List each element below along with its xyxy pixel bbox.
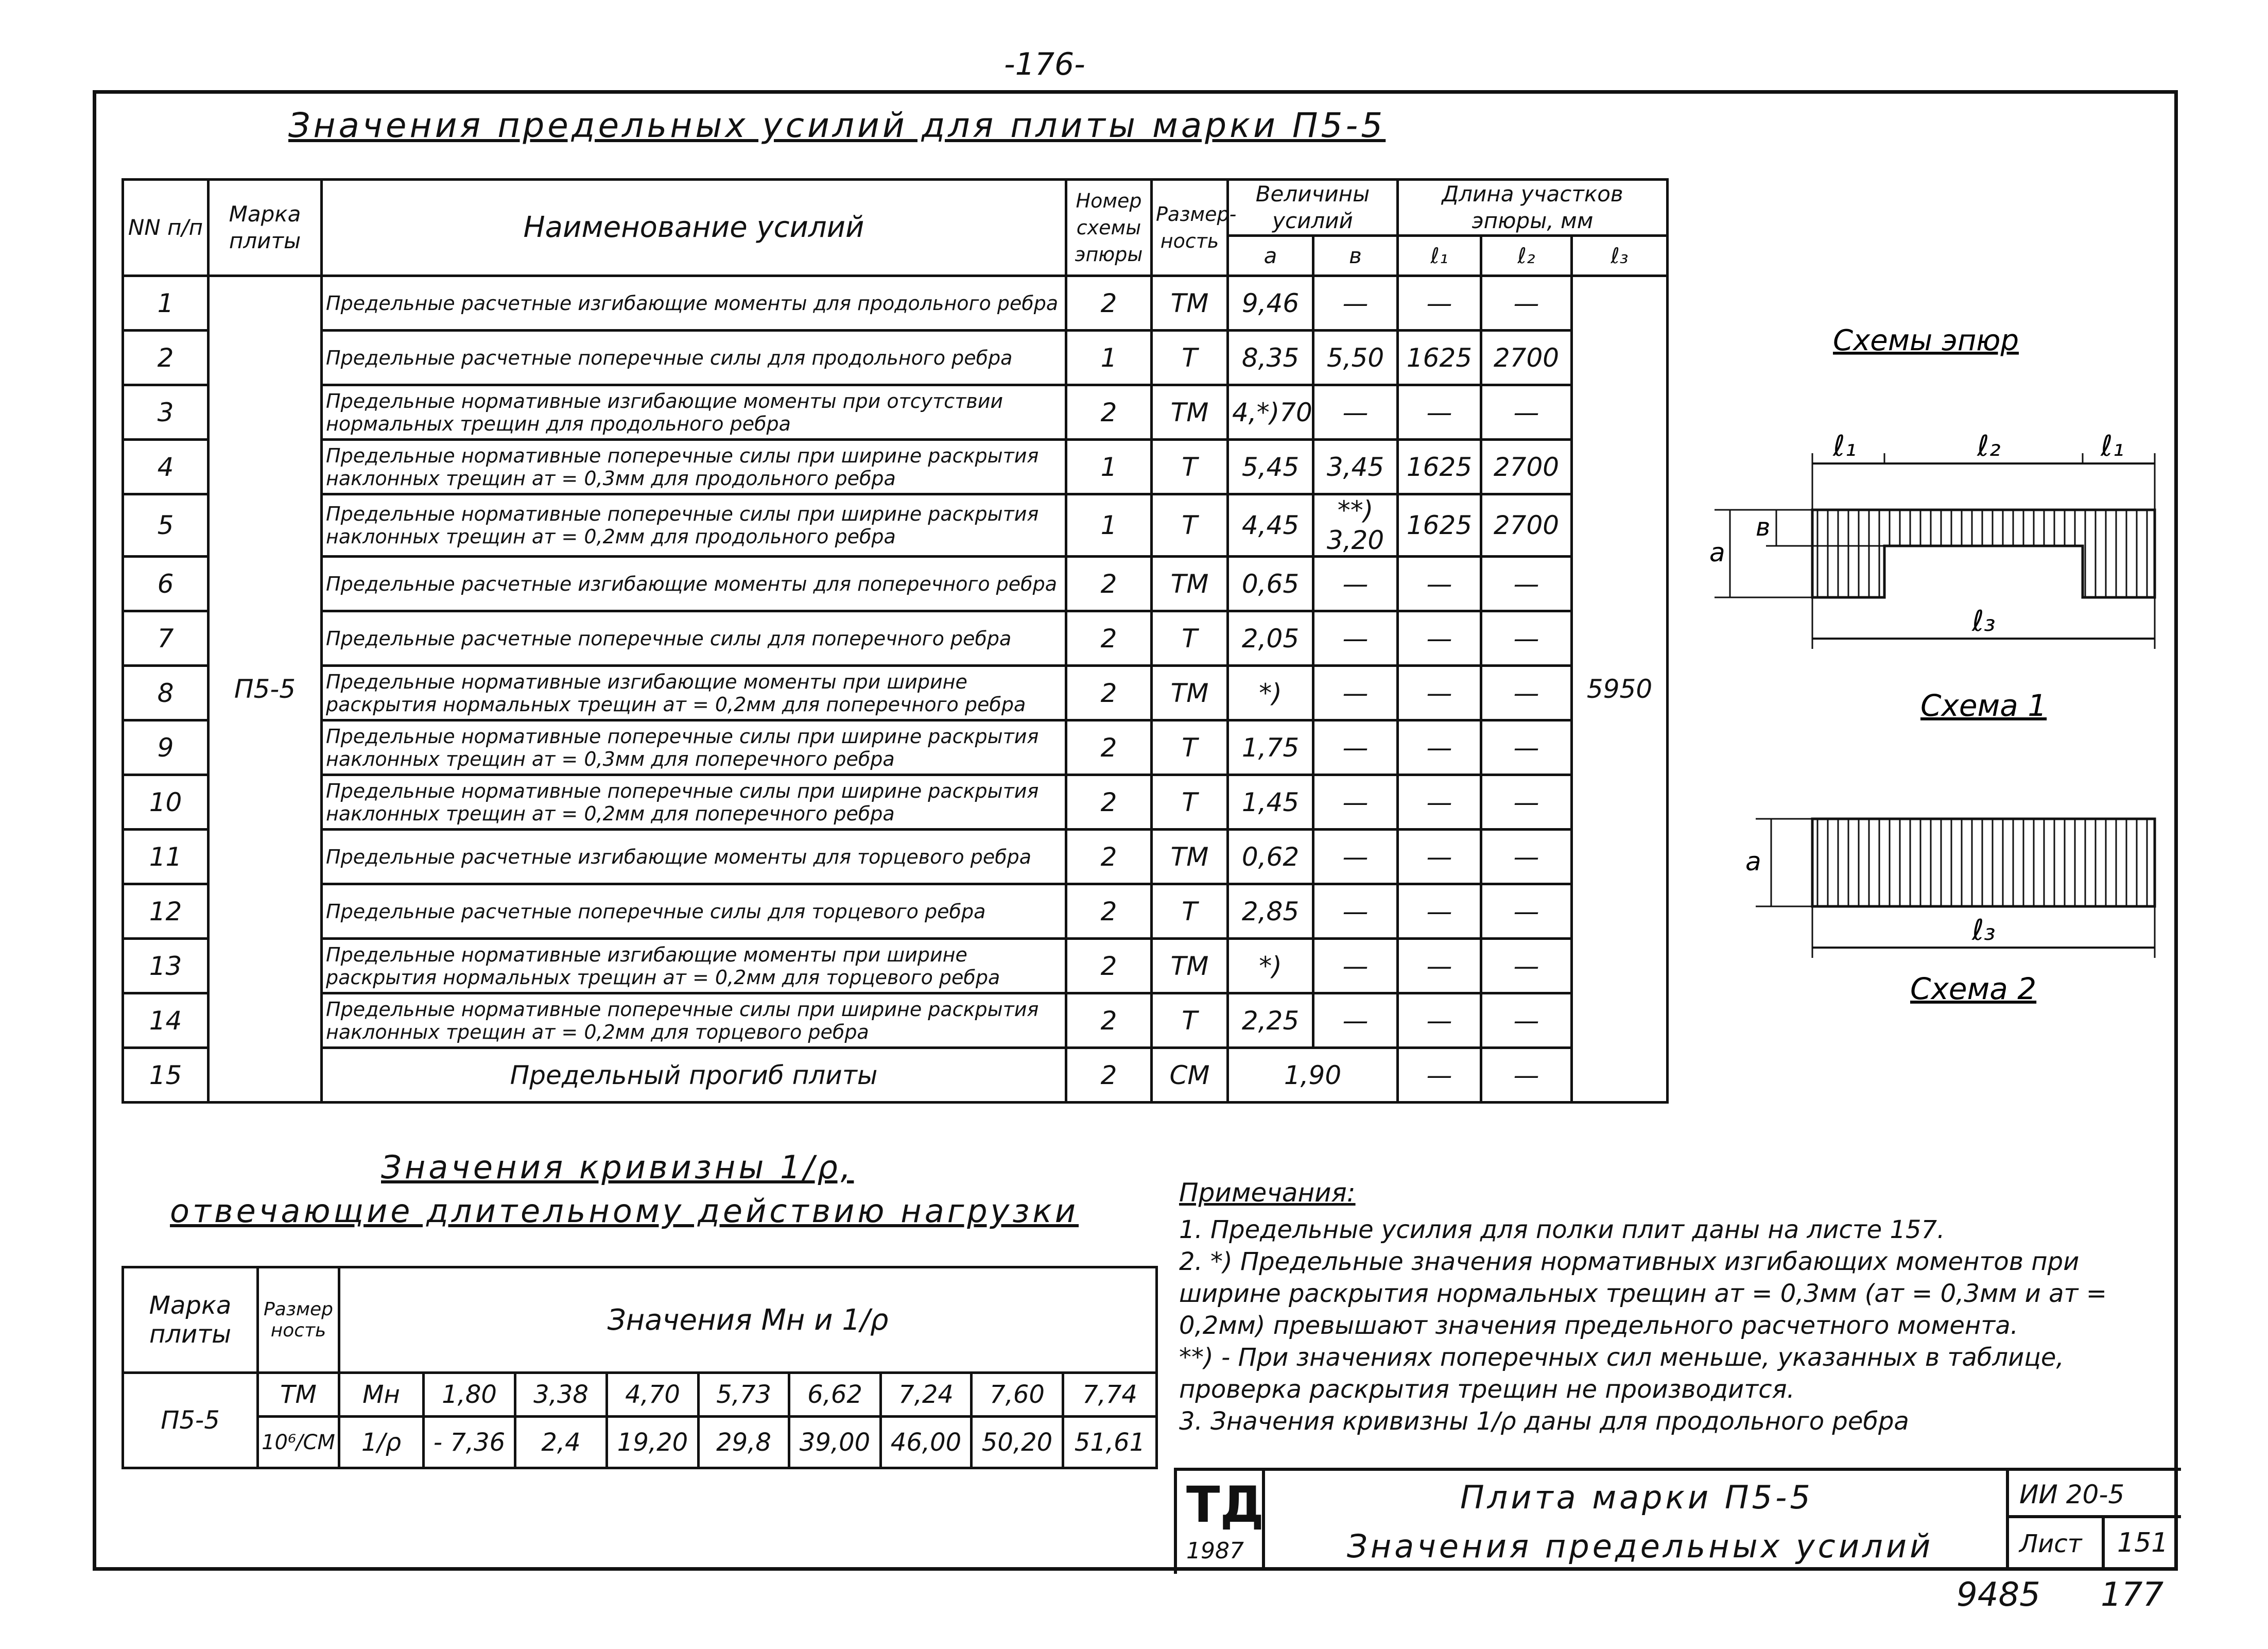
row-l2: — [1481,557,1572,611]
curv-mark: П5-5 [123,1373,258,1468]
row-l1: — [1398,1048,1481,1103]
row-value-b: — [1313,939,1398,993]
table-row [123,939,1668,993]
row-number: 4 [123,440,209,494]
row-name: Предельные нормативные поперечные силы при ширине раскрытия наклонных трещин aт = 0,3мм для продольного ребра [322,440,1066,494]
table-row [123,720,1668,775]
curv-dim-2: 10⁶/СМ [258,1417,339,1468]
mn-value: 7,24 [881,1373,972,1417]
row-scheme: 2 [1066,557,1152,611]
row-scheme: 1 [1066,494,1152,557]
header-num: NN п/п [123,180,209,276]
row-number: 2 [123,331,209,385]
row-l1: — [1398,611,1481,666]
mn-value: 7,74 [1063,1373,1157,1417]
row-l2: — [1481,385,1572,440]
table-row [123,494,1668,557]
row-name: Предельные расчетные поперечные силы для торцевого ребра [322,884,1066,939]
page-title: Значения предельных усилий для плиты марки П5-5 [288,106,1386,145]
sheet-label: Лист [2019,1530,2082,1558]
notes-heading: Примечания: [1179,1178,1356,1208]
rho-value: 2,4 [515,1417,607,1468]
row-l1: — [1398,276,1481,331]
row-scheme: 2 [1066,884,1152,939]
header-l2: ℓ₂ [1481,236,1572,276]
row-name: Предельные нормативные поперечные силы при ширине раскрытия наклонных трещин aт = 0,2мм для продольного ребра [322,494,1066,557]
table-row [123,884,1668,939]
row-name: Предельные расчетные поперечные силы для поперечного ребра [322,611,1066,666]
row-l1: — [1398,666,1481,720]
rho-value: 29,8 [699,1417,789,1468]
scheme1-label: Схема 1 [1920,688,2047,723]
row-l1: — [1398,830,1481,884]
row-scheme: 2 [1066,830,1152,884]
row-name: Предельные нормативные поперечные силы при ширине раскрытия наклонных трещин aт = 0,2мм для поперечного ребра [322,775,1066,830]
row-dimension: Т [1152,494,1228,557]
row-number: 6 [123,557,209,611]
table-row [123,276,1668,331]
row-name: Предельные нормативные изгибающие моменты при ширине раскрытия нормальных трещин aт = 0,2мм для торцевого ребра [322,939,1066,993]
row-l1: — [1398,884,1481,939]
rho-value: 19,20 [607,1417,699,1468]
row-value-a: 1,90 [1228,1048,1398,1103]
row-dimension: ТМ [1152,557,1228,611]
row-l2: — [1481,775,1572,830]
row-value-a: 0,62 [1228,830,1313,884]
row-dimension: Т [1152,611,1228,666]
row-l2: 2700 [1481,440,1572,494]
row-scheme: 2 [1066,775,1152,830]
row-scheme: 2 [1066,1048,1152,1103]
rho-value: 50,20 [972,1417,1063,1468]
diagrams-title: Схемы эпюр [1833,324,2019,357]
row-value-a: 9,46 [1228,276,1313,331]
plate-mark: П5-5 [209,276,322,1103]
row-l1: — [1398,720,1481,775]
row-number: 7 [123,611,209,666]
row-value-b: — [1313,720,1398,775]
diagram2-a: a [1745,847,1761,877]
row-value-b: — [1313,611,1398,666]
row-name: Предельные нормативные поперечные силы при ширине раскрытия наклонных трещин aт = 0,2мм для торцевого ребра [322,993,1066,1048]
row-name: Предельные расчетные изгибающие моменты для торцевого ребра [322,830,1066,884]
row-l2: — [1481,993,1572,1048]
header-l3: ℓ₃ [1572,236,1668,276]
row-number: 11 [123,830,209,884]
table-row [123,440,1668,494]
row-l1: — [1398,993,1481,1048]
table-row [123,666,1668,720]
header-scheme: Номер схемы эпюры [1066,180,1152,276]
header-dim: Размер-ность [1152,180,1228,276]
diagram1-l2: ℓ₂ [1977,430,2001,463]
sheet-cell [2006,1518,2181,1571]
row-value-b: **) 3,20 [1313,494,1398,557]
stamp-title-2: Значения предельных усилий [1347,1527,1934,1565]
limit-forces-table [122,178,1669,1104]
row-dimension: Т [1152,331,1228,385]
row-value-b: — [1313,884,1398,939]
row-value-b: — [1313,557,1398,611]
row-number: 8 [123,666,209,720]
note-1: 1. Предельные усилия для полки плит даны на листе 157. [1179,1215,1945,1244]
row-number: 14 [123,993,209,1048]
row-value-a: 2,05 [1228,611,1313,666]
row-scheme: 1 [1066,440,1152,494]
row-value-b: — [1313,666,1398,720]
note-2b: **) - При значениях поперечных сил меньше, указанных в таблице, проверка раскрытия трещин не производится. [1179,1343,2064,1404]
mn-value: 1,80 [424,1373,515,1417]
row-name: Предельные расчетные поперечные силы для продольного ребра [322,331,1066,385]
row-l2: — [1481,939,1572,993]
diagram1-b: в [1756,513,1771,542]
sheet-number: 151 [2117,1527,2169,1558]
curvature-title-2: отвечающие длительному действию нагрузки [170,1192,1079,1230]
logo [1177,1471,1265,1571]
row-name: Предельные расчетные изгибающие моменты для поперечного ребра [322,557,1066,611]
notes [1179,1177,2157,1437]
row-l2: — [1481,611,1572,666]
note-3: 3. Значения кривизны 1/ρ даны для продольного ребра [1179,1407,1909,1436]
row-scheme: 2 [1066,611,1152,666]
row-name: Предельные нормативные изгибающие моменты при ширине раскрытия нормальных трещин aт = 0,2мм для поперечного ребра [322,666,1066,720]
row-value-a: 1,75 [1228,720,1313,775]
row-value-a: 4,*)70 [1228,385,1313,440]
row-l2: 2700 [1481,494,1572,557]
diagram1-l1-left: ℓ₁ [1833,430,1857,463]
row-number: 3 [123,385,209,440]
diagram2-l3: ℓ₃ [1972,914,1996,947]
mn-value: 4,70 [607,1373,699,1417]
diagram1-l3: ℓ₃ [1972,605,1996,638]
row-scheme: 2 [1066,720,1152,775]
curv-header-dim: Размер ность [258,1267,339,1373]
stamp-title-1: Плита марки П5-5 [1460,1479,1813,1516]
row-dimension: СМ [1152,1048,1228,1103]
curvature-table [122,1266,1158,1469]
bottom-number-right: 177 [2101,1576,2164,1614]
header-mark: Марка плиты [209,180,322,276]
row-value-b: — [1313,276,1398,331]
table-row [123,1048,1668,1103]
table-row [123,611,1668,666]
mn-value: 3,38 [515,1373,607,1417]
row-number: 10 [123,775,209,830]
row-l1: — [1398,939,1481,993]
rho-value: 46,00 [881,1417,972,1468]
mn-value: 7,60 [972,1373,1063,1417]
row-scheme: 2 [1066,939,1152,993]
curv-header-values: Значения Mн и 1/ρ [339,1267,1157,1373]
diagram2-shape [1812,819,2155,906]
table-row [123,557,1668,611]
row-name: Предельные нормативные поперечные силы при ширине раскрытия наклонных трещин aт = 0,3мм для поперечного ребра [322,720,1066,775]
scheme2-label: Схема 2 [1910,971,2037,1006]
row-dimension: ТМ [1152,666,1228,720]
diagram1-a: a [1709,538,1725,568]
document-code: ИИ 20-5 [2006,1471,2181,1518]
row-value-a: 8,35 [1228,331,1313,385]
title-block [1174,1468,2181,1574]
row-l2: — [1481,276,1572,331]
row-l1: — [1398,775,1481,830]
diagram1-shape [1812,510,2155,597]
header-values: Величины усилий [1228,180,1398,236]
row-number: 5 [123,494,209,557]
row-scheme: 2 [1066,666,1152,720]
row-number: 1 [123,276,209,331]
row-l2: — [1481,884,1572,939]
row-value-b: 3,45 [1313,440,1398,494]
header-a: a [1228,236,1313,276]
table-row [123,830,1668,884]
row-l2: — [1481,666,1572,720]
row-scheme: 2 [1066,993,1152,1048]
row-value-b: — [1313,993,1398,1048]
row-l1: — [1398,385,1481,440]
row-scheme: 1 [1066,331,1152,385]
row-dimension: Т [1152,775,1228,830]
row-dimension: Т [1152,440,1228,494]
diagram1-l1-right: ℓ₁ [2101,430,2124,463]
table-row [123,331,1668,385]
row-dimension: ТМ [1152,276,1228,331]
row-value-b: 5,50 [1313,331,1398,385]
row-dimension: Т [1152,884,1228,939]
header-l1: ℓ₁ [1398,236,1481,276]
mn-value: 6,62 [789,1373,881,1417]
rho-value: - 7,36 [424,1417,515,1468]
mn-value: 5,73 [699,1373,789,1417]
curv-label-rho: 1/ρ [339,1417,424,1468]
row-l2: — [1481,830,1572,884]
curv-header-mark: Марка плиты [123,1267,258,1373]
row-l1: 1625 [1398,494,1481,557]
row-l2: — [1481,720,1572,775]
rho-value: 51,61 [1063,1417,1157,1468]
curvature-title-1: Значения кривизны 1/ρ, [381,1148,854,1186]
row-value-a: *) [1228,666,1313,720]
row-l1: 1625 [1398,440,1481,494]
row-scheme: 2 [1066,276,1152,331]
row-dimension: Т [1152,993,1228,1048]
row-l1: — [1398,557,1481,611]
row-value-a: *) [1228,939,1313,993]
row-l1: 1625 [1398,331,1481,385]
table-row [123,993,1668,1048]
row-dimension: Т [1152,720,1228,775]
row-l2: 2700 [1481,331,1572,385]
row-value-a: 5,45 [1228,440,1313,494]
row-value-b: — [1313,830,1398,884]
row-scheme: 2 [1066,385,1152,440]
page-number: -176- [1004,46,1085,82]
header-name: Наименование усилий [322,180,1066,276]
row-value-a: 1,45 [1228,775,1313,830]
row-value-a: 0,65 [1228,557,1313,611]
diagrams [1678,309,2173,1030]
row-dimension: ТМ [1152,385,1228,440]
row-value-a: 2,25 [1228,993,1313,1048]
rho-value: 39,00 [789,1417,881,1468]
header-lengths: Длина участков эпюры, мм [1398,180,1668,236]
row-dimension: ТМ [1152,830,1228,884]
table-row [123,385,1668,440]
row-name: Предельный прогиб плиты [322,1048,1066,1103]
row-value-a: 2,85 [1228,884,1313,939]
header-b: в [1313,236,1398,276]
row-number: 15 [123,1048,209,1103]
note-2: 2. *) Предельные значения нормативных изгибающих моментов при ширине раскрытия нормальных трещин aт = 0,3мм (aт = 0,3мм и aт = 0,2мм) превышают значения предельного расчетного момента. [1179,1247,2107,1340]
logo-text: ТД [1186,1476,1264,1534]
row-l2: — [1481,1048,1572,1103]
row-number: 9 [123,720,209,775]
bottom-number-left: 9485 [1957,1576,2040,1614]
curv-label-mn: Mн [339,1373,424,1417]
row-name: Предельные расчетные изгибающие моменты для продольного ребра [322,276,1066,331]
curv-dim-1: ТМ [258,1373,339,1417]
row-name: Предельные нормативные изгибающие моменты при отсутствии нормальных трещин для продольного ребра [322,385,1066,440]
row-value-a: 4,45 [1228,494,1313,557]
row-dimension: ТМ [1152,939,1228,993]
row-number: 13 [123,939,209,993]
row-value-b: — [1313,385,1398,440]
row-value-b: — [1313,775,1398,830]
table-row [123,775,1668,830]
l3-value: 5950 [1572,276,1668,1103]
row-number: 12 [123,884,209,939]
logo-year: 1987 [1186,1538,1244,1564]
